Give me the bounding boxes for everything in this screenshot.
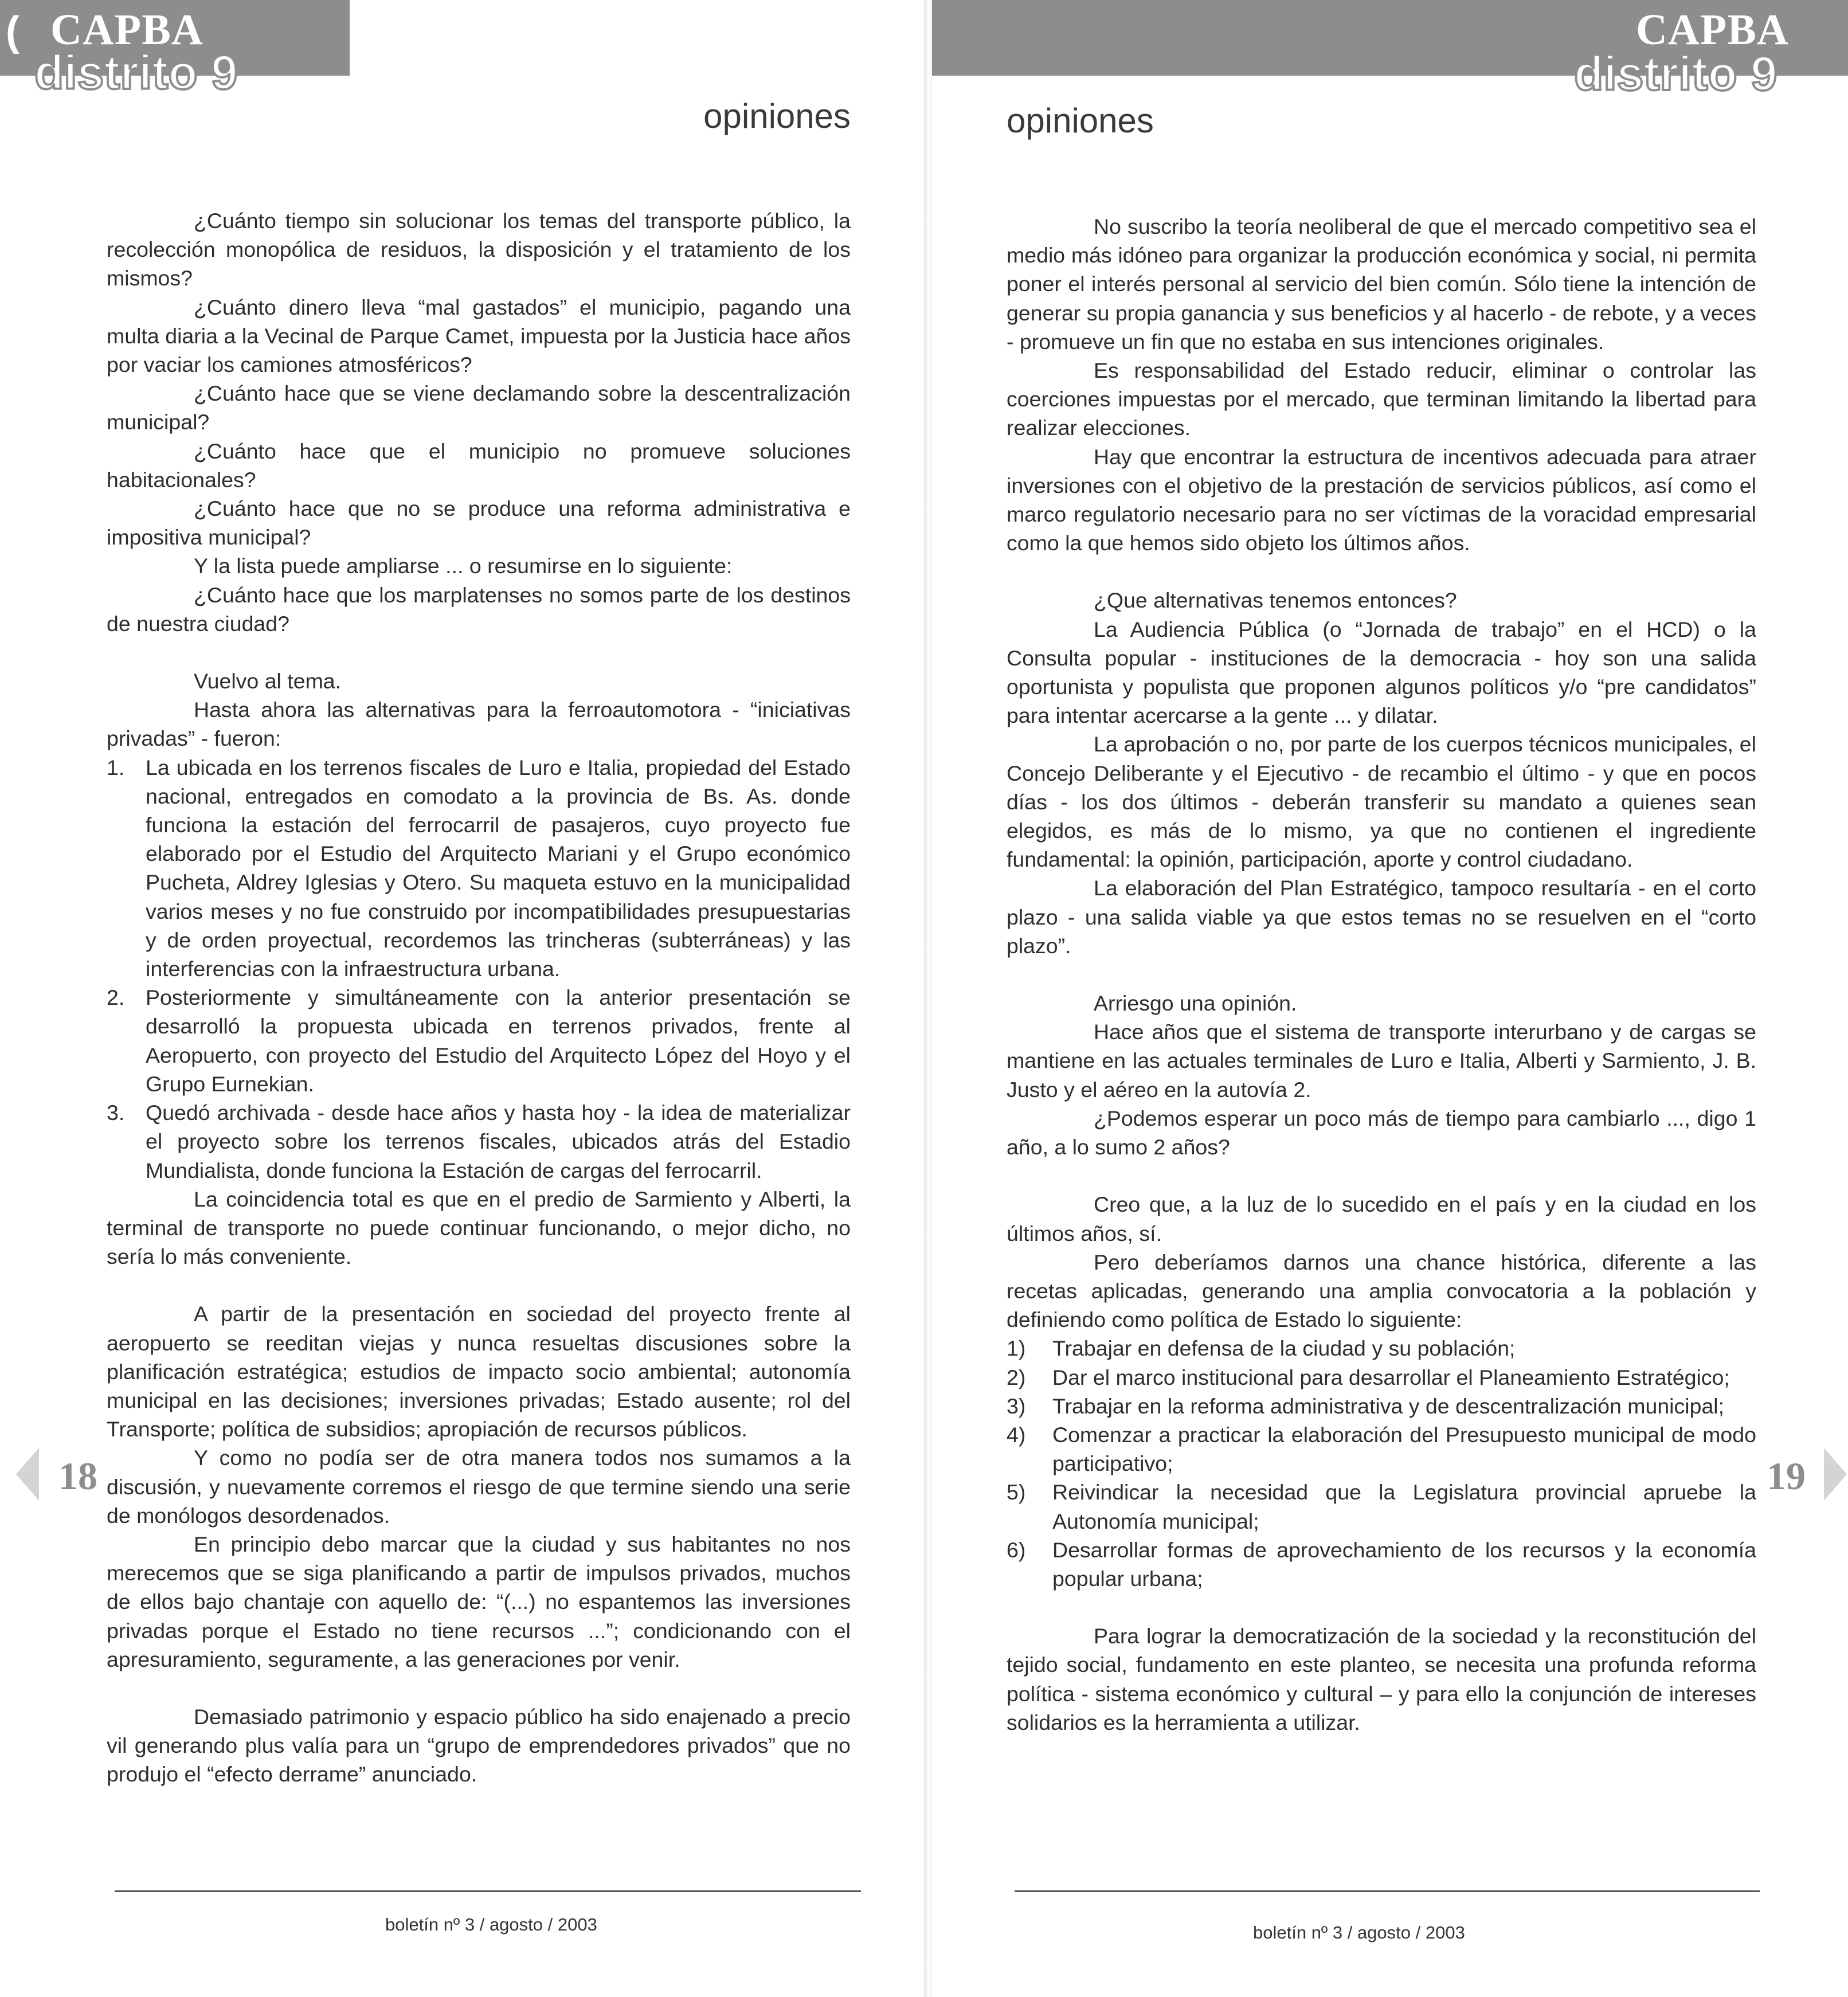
edge-mark: ( — [6, 9, 19, 54]
paragraph: Demasiado patrimonio y espacio público ha sido enajenado a precio vil generando plus valía para un “grupo de emprendedores privados” que no produjo el “efecto derrame” anunciado. — [107, 1704, 851, 1787]
list-item — [1007, 1334, 1756, 1362]
list-text: Dar el marco institucional para desarrollar el Planeamiento Estratégico; — [1052, 1365, 1730, 1389]
distrito-logo: distrito 9 — [34, 45, 238, 99]
list-item — [1007, 1392, 1756, 1420]
paragraph: Creo que, a la luz de lo sucedido en el país y en la ciudad en los últimos años, sí. — [1007, 1192, 1756, 1246]
policy-list — [1007, 1334, 1756, 1593]
alternatives-list — [107, 753, 851, 1185]
list-text: Comenzar a practicar la elaboración del Presupuesto municipal de modo participativo; — [1052, 1422, 1756, 1476]
capba-logo: CAPBA — [1636, 6, 1789, 54]
list-number: 5) — [1007, 1480, 1026, 1505]
list-item — [1007, 1536, 1756, 1593]
paragraph: La coincidencia total es que en el predio de Sarmiento y Alberti, la terminal de transporte no puede continuar funcionando, o mejor dicho, no sería lo más conveniente. — [107, 1187, 851, 1269]
article-body — [107, 206, 851, 1789]
paragraph: Hasta ahora las alternativas para la ferroautomotora - “iniciativas privadas” - fueron: — [107, 698, 851, 751]
list-number: 1) — [1007, 1336, 1026, 1361]
paragraph: ¿Cuánto hace que se viene declamando sobre la descentralización municipal? — [107, 381, 851, 434]
section-title: opiniones — [1007, 101, 1154, 140]
paragraph: ¿Cuánto dinero lleva “mal gastados” el municipio, pagando una multa diaria a la Vecinal de Parque Camet, impuesta por la Justicia hace años por vaciar los camiones atmosféricos? — [107, 295, 851, 377]
list-text: Reivindicar la necesidad que la Legislatura provincial apruebe la Autonomía municipal; — [1052, 1480, 1756, 1533]
list-item — [1007, 1420, 1756, 1478]
right-page — [932, 0, 1848, 1997]
paragraph: Hay que encontrar la estructura de incentivos adecuada para atraer inversiones con el objetivo de la prestación de servicios públicos, así como el marco regulatorio necesario para no ser víctimas de la voracidad empresarial como la que hemos sido objeto los últimos años. — [1007, 444, 1756, 555]
list-item — [107, 753, 851, 984]
page-number: 19 — [1767, 1454, 1806, 1498]
list-item — [107, 1098, 851, 1185]
list-number: 2. — [107, 985, 125, 1010]
list-number: 3. — [107, 1101, 125, 1125]
section-title: opiniones — [703, 97, 851, 135]
list-item — [1007, 1478, 1756, 1535]
list-text: Trabajar en defensa de la ciudad y su población; — [1052, 1336, 1516, 1361]
paragraph: Arriesgo una opinión. — [1094, 991, 1297, 1016]
page-arrow-icon — [16, 1448, 39, 1501]
footer-issue: boletín nº 3 / agosto / 2003 — [385, 1914, 597, 1935]
paragraph: Y la lista puede ampliarse ... o resumirse en lo siguiente: — [194, 554, 733, 578]
paragraph: A partir de la presentación en sociedad del proyecto frente al aeropuerto se reeditan viejas y nunca resueltas discusiones sobre la planificación estratégica; estudios de impacto socio ambiental; autonomía municipal en las decisiones; inversiones privadas; Estado ausente; rol del Transporte; política de subsidios; apropiación de recursos públicos. — [107, 1302, 851, 1442]
list-item — [1007, 1363, 1756, 1392]
list-number: 4) — [1007, 1422, 1026, 1447]
paragraph: En principio debo marcar que la ciudad y sus habitantes no nos merecemos que se siga planificando a partir de impulsos privados, muchos de ellos bajo chantaje con aquello de: “(...) no espantemos las inversiones privadas porque el Estado no tiene recursos ...”; condicionando con el apresuramiento, seguramente, a las generaciones por venir. — [107, 1532, 851, 1671]
paragraph: ¿Cuánto hace que los marplatenses no somos parte de los destinos de nuestra ciudad? — [107, 582, 851, 636]
paragraph: Vuelvo al tema. — [194, 669, 342, 694]
footer-divider — [1015, 1890, 1760, 1892]
paragraph: La Audiencia Pública (o “Jornada de trabajo” en el HCD) o la Consulta popular - instituciones de la democracia - hoy son una salida oportunista y populista que proponen algunos políticos y/o “pre candidatos” para intentar acercarse a la gente ... y dilatar. — [1007, 617, 1756, 728]
paragraph: ¿Cuánto hace que el municipio no promueve soluciones habitacionales? — [107, 438, 851, 492]
paragraph: Y como no podía ser de otra manera todos nos sumamos a la discusión, y nuevamente corremos el riesgo de que termine siendo una serie de monólogos desordenados. — [107, 1446, 851, 1528]
list-number: 6) — [1007, 1537, 1026, 1562]
distrito-logo: distrito 9 — [1574, 46, 1777, 100]
paragraph: Pero deberíamos darnos una chance histórica, diferente a las recetas aplicadas, generando una amplia convocatoria a la población y definiendo como política de Estado lo siguiente: — [1007, 1250, 1756, 1332]
list-text: Trabajar en la reforma administrativa y de descentralización municipal; — [1052, 1393, 1725, 1418]
paragraph: La aprobación o no, por parte de los cuerpos técnicos municipales, el Concejo Deliberante y el Ejecutivo - de recambio el último - y que en pocos días - los dos últimos - deberán transferir su mandato a quienes sean elegidos, es más de lo mismo, ya que no contienen el ingrediente fundamental: la opinión, participación, aporte y control ciudadano. — [1007, 732, 1756, 872]
footer-divider — [115, 1890, 861, 1892]
list-text: Desarrollar formas de aprovechamiento de los recursos y la economía popular urbana; — [1052, 1537, 1756, 1591]
page-gutter — [924, 0, 932, 1997]
footer-issue: boletín nº 3 / agosto / 2003 — [1253, 1922, 1465, 1943]
list-text: La ubicada en los terrenos fiscales de Luro e Italia, propiedad del Estado nacional, entregados en comodato a la provincia de Bs. As. donde funciona la estación del ferrocarril de pasajeros, cuyo proyecto fue elaborado por el Estudio del Arquitecto Mariani y el Grupo económico Pucheta, Aldrey Iglesias y Otero. Su maqueta estuvo en la municipalidad varios meses y no fue construido por incompatibilidades presupuestarias y de orden proyectual, recordemos las trincheras (subterráneas) y las interferencias con la infraestructura urbana. — [146, 755, 851, 981]
list-text: Posteriormente y simultáneamente con la anterior presentación se desarrolló la propuesta ubicada en terrenos privados, frente al Aeropuerto, con proyecto del Estudio del Arquitecto López del Hoyo y el Grupo Eurnekian. — [146, 985, 851, 1096]
list-text: Quedó archivada - desde hace años y hasta hoy - la idea de materializar el proyecto sobre los terrenos fiscales, ubicados atrás del Estadio Mundialista, donde funciona la Estación de cargas del ferrocarril. — [146, 1101, 851, 1182]
list-item — [107, 983, 851, 1098]
paragraph: La elaboración del Plan Estratégico, tampoco resultaría - en el corto plazo - una salida viable ya que estos temas no se resuelven en el “corto plazo”. — [1007, 876, 1756, 958]
paragraph: No suscribo la teoría neoliberal de que el mercado competitivo sea el medio más idóneo para organizar la producción económica y social, ni permita poner el interés personal al servicio del bien común. Sólo tiene la intención de generar su propia ganancia y sus beneficios y al hacerlo - de rebote, y a veces - promueve un fin que no estaba en sus intenciones originales. — [1007, 214, 1756, 354]
paragraph: ¿Cuánto tiempo sin solucionar los temas del transporte público, la recolección monopólica de residuos, la disposición y el tratamiento de los mismos? — [107, 209, 851, 291]
paragraph: Hace años que el sistema de transporte interurbano y de cargas se mantiene en las actuales terminales de Luro e Italia, Alberti y Sarmiento, J. B. Justo y el aéreo en la autovía 2. — [1007, 1020, 1756, 1102]
page-arrow-icon — [1824, 1448, 1847, 1501]
paragraph: Para lograr la democratización de la sociedad y la reconstitución del tejido social, fundamento en este planteo, se necesita una profunda reforma política - sistema económico y cultural – y para ello la conjunción de intereses solidarios es la herramienta a utilizar. — [1007, 1624, 1756, 1734]
list-number: 3) — [1007, 1393, 1026, 1418]
paragraph: ¿Cuánto hace que no se produce una reforma administrativa e impositiva municipal? — [107, 496, 851, 550]
list-number: 2) — [1007, 1365, 1026, 1389]
capba-logo: CAPBA — [50, 6, 203, 54]
paragraph: Es responsabilidad del Estado reducir, eliminar o controlar las coerciones impuestas por el mercado, que terminan limitando la libertad para realizar elecciones. — [1007, 358, 1756, 440]
article-body — [1007, 212, 1756, 1737]
paragraph: ¿Que alternativas tenemos entonces? — [1094, 588, 1457, 613]
page-number: 18 — [58, 1454, 97, 1498]
list-number: 1. — [107, 755, 125, 780]
paragraph: ¿Podemos esperar un poco más de tiempo para cambiarlo ..., digo 1 año, a lo sumo 2 años? — [1007, 1106, 1756, 1160]
